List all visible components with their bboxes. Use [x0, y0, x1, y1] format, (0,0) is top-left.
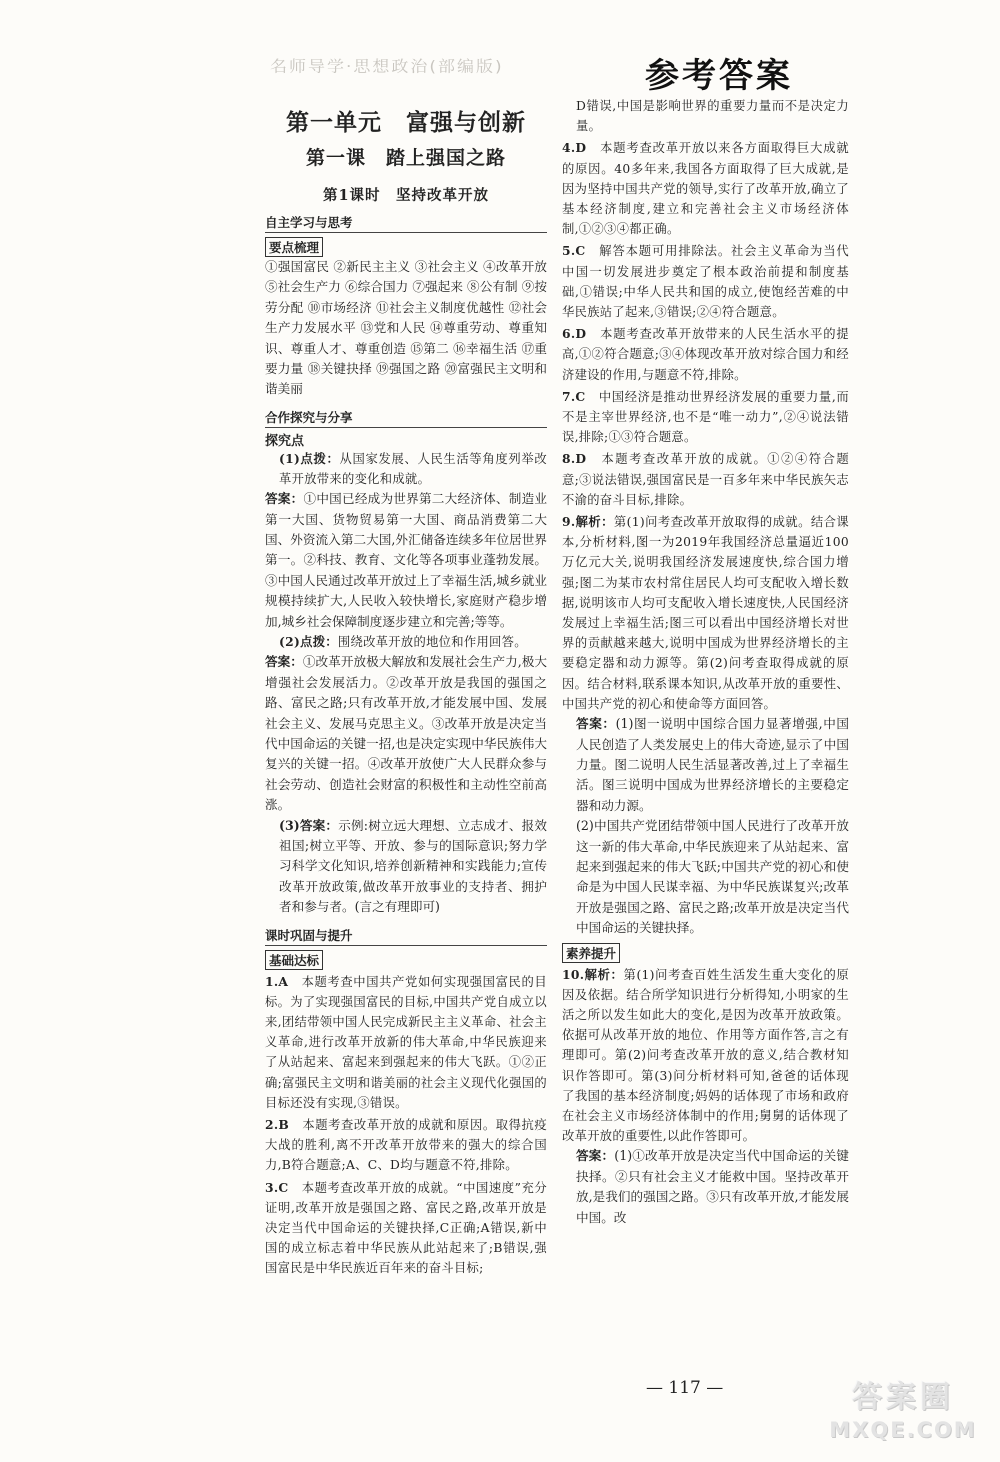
answer-7-num: 7.C [562, 388, 586, 404]
period-title: 第1课时 坚持改革开放 [322, 187, 490, 204]
tag-key-points: 要点梳理 [265, 237, 323, 257]
answer-6 [562, 324, 849, 385]
answer-9-answer-1-text: (1)图一说明中国综合国力显著增强,中国人民创造了人类发展史上的伟大奇迹,显示了中国力量。图二说明人民生活显著改善,过上了幸福生活。图三说明中国成为世界经济增长的主要稳定器和动力源。 [576, 716, 849, 813]
q2-answer [265, 652, 547, 815]
q1-hint-label: (1)点拨： [279, 450, 340, 466]
answer-8-text: 本题考查改革开放的成就。①②④符合题意;③说法错误,强国富民是一百多年来中华民族矢志不渝的奋斗目标,排除。 [562, 452, 849, 507]
answer-9-answer-label: 答案： [576, 716, 616, 732]
answer-10-num: 10. [562, 966, 585, 982]
left-column [265, 100, 547, 1279]
answer-5-num: 5.C [562, 243, 586, 259]
answer-10-answer [562, 1146, 849, 1228]
answer-9-answer-1 [562, 714, 849, 816]
section-consolidate: 课时巩固与提升 [265, 926, 547, 946]
q3-answer [265, 816, 547, 918]
q1-answer-label: 答案： [265, 491, 304, 507]
q2-answer-label: 答案： [265, 654, 303, 670]
watermark-logo-text: 答案圈 [852, 1380, 954, 1415]
faded-running-header: 名师导学·思想政治(部编版) [270, 57, 504, 76]
q1-answer-text: ①中国已经成为世界第二大经济体、制造业第一大国、货物贸易第一大国、商品消费第二大国、外资流入第二大国,外汇储备连续多年位居世界第一。②科技、教育、文化等各项事业蓬勃发展。③中国人民通过改革开放过上了幸福生活,城乡就业规模持续扩大,人民收入较快增长,家庭财产稳步增加,城乡社会保障制度逐步建立和完善;等等。 [265, 491, 548, 629]
answer-4-num: 4.D [562, 140, 587, 156]
q3-answer-text: 示例:树立远大理想、立志成才、报效祖国;树立平等、开放、参与的国际意识;努力学习科学文化知识,培养创新精神和实践能力;宣传改革开放政策,做改革开放事业的支持者、拥护者和参与者。(言之有理即可) [279, 817, 547, 915]
q2-answer-text: ①改革开放极大解放和发展社会生产力,极大增强社会发展活力。②改革开放是我国的强国之路、富民之路;只有改革开放,才能发展中国、发展社会主义、发展马克思主义。③改革开放是决定当代中国命运的关键一招,也是决定实现中华民族伟大复兴的关键一招。④改革开放使广大人民群众参与社会劳动、创造社会财富的积极性和主动性空前高涨。 [265, 654, 548, 813]
answer-10-analysis-text: 第(1)问考查百姓生活发生重大变化的原因及依据。结合所学知识进行分析得知,小明家的生活之所以发生如此大的变化,是因为改革开放政策。依据可从改革开放的地位、作用等方面作答,言之有理即可。第(2)问考查改革开放的意义,结合教材知识作答即可。第(3)问分析材料可知,爸爸的话体现了我国的基本经济制度;妈妈的话体现了市场和政府在社会主义市场经济体制中的作用;舅舅的话体现了改革开放的重要性,以此作答即可。 [562, 967, 849, 1144]
answer-2 [265, 1115, 547, 1176]
answer-3 [265, 1178, 547, 1279]
site-watermark [818, 1372, 988, 1452]
answer-2-text: 本题考查改革开放的成就和原因。取得抗疫大战的胜利,离不开改革开放带来的强大的综合国力,B符合题意;A、C、D均与题意不符,排除。 [265, 1118, 548, 1173]
key-points-text: ①强国富民 ②新民主主义 ③社会主义 ④改革开放 ⑤社会生产力 ⑥综合国力 ⑦强起来 ⑧公有制 ⑨按劳分配 ⑩市场经济 ⑪社会主义制度优越性 ⑫社会生产力发展水平 ⑬党和人民 ⑭尊重劳动、尊重知识、尊重人才、尊重创造 ⑮第二 ⑯幸福生活 ⑰重要力量 ⑱关键抉择 ⑲强国之路 ⑳富强民主文明和谐美丽 [265, 259, 547, 397]
tag-literacy: 素养提升 [562, 943, 620, 963]
answer-3-continued: D错误,中国是影响世界的重要力量而不是决定力量。 [576, 99, 849, 134]
tag-basic: 基础达标 [265, 950, 323, 970]
answer-4-text: 本题考查改革开放以来各方面取得巨大成就的原因。40多年来,我国各方面取得了巨大成就,是因为坚持中国共产党的领导,实行了改革开放,确立了基本经济制度,建立和完善社会主义市场经济体制,①②③④都正确。 [562, 141, 849, 237]
answer-9-analysis [562, 512, 849, 714]
answer-3-text: 本题考查改革开放的成就。“中国速度”充分证明,改革开放是强国之路、富民之路,改革开放是决定当代中国命运的关键抉择,C正确;A错误,新中国的成立标志着中华民族从此站起来了;B错误,强国富民是中华民族近百年来的奋斗目标; [265, 1180, 547, 1276]
section-cooperation: 合作探究与分享 [265, 408, 547, 428]
q3-answer-label: (3)答案： [279, 817, 339, 833]
lesson-title: 第一课 踏上强国之路 [305, 147, 506, 169]
answer-6-num: 6.D [562, 326, 587, 342]
page-number: — 117 — [646, 1378, 724, 1398]
q2-hint [265, 632, 547, 652]
answer-8 [562, 449, 849, 510]
answer-10-answer-text: (1)①改革开放是决定当代中国命运的关键抉择。②只有社会主义才能救中国。坚持改革开放,是我们的强国之路。③只有改革开放,才能发展中国。改 [576, 1148, 850, 1225]
answer-9-num: 9. [562, 514, 576, 530]
answer-5-text: 解答本题可用排除法。社会主义革命为当代中国一切发展进步奠定了根本政治前提和制度基础,①错误;中华人民共和国的成立,使饱经苦难的中华民族站了起来,③错误;②④符合题意。 [562, 244, 849, 320]
answer-9-analysis-text: 第(1)问考查改革开放取得的成就。结合课本,分析材料,图一为2019年我国经济总量逼近100万亿元大关,说明我国经济发展速度快,综合国力增强;图二为某市农村常住居民人均可支配收入增长数据,说明该市人均可支配收入增长速度快,人民国经济发展过上幸福生活;图三可以看出中国经济增长对世界的贡献越来越大,说明中国成为世界经济增长的主要稳定器和动力源等。第(2)问考查取得成就的原因。结合材料,联系课本知识,从改革开放的重要性、中国共产党的初心和使命等方面回答。 [562, 515, 849, 711]
answer-10-analysis-label: 解析： [584, 966, 624, 982]
q2-hint-text: 围绕改革开放的地位和作用回答。 [337, 635, 527, 650]
answer-3-num: 3.C [265, 1179, 289, 1195]
answer-1-text: 本题考查中国共产党如何实现强国富民的目标。为了实现强国富民的目标,中国共产党自成立以来,团结带领中国人民完成新民主主义革命、社会主义革命,进行改革开放新的伟大革命,中华民族迎来了从站起来、富起来到强起来的伟大飞跃。①②正确;富强民主文明和谐美丽的社会主义现代化强国的目标还没有实现,③错误。 [265, 974, 547, 1110]
page-title: 参考答案 [645, 56, 793, 96]
answer-8-num: 8.D [562, 451, 587, 467]
section-self-study: 自主学习与思考 [265, 213, 547, 233]
q1-hint-text: 从国家发展、人民生活等角度列举改革开放带来的变化和成就。 [279, 451, 547, 487]
answer-2-num: 2.B [265, 1117, 290, 1132]
q1-hint [265, 449, 547, 489]
right-column [562, 96, 849, 1228]
answer-1-num: 1.A [265, 973, 289, 989]
answer-9-answer-2: (2)中国共产党团结带领中国人民进行了改革开放这一新的伟大革命,中华民族迎来了从站起来、富起来到强起来的伟大飞跃;中国共产党的初心和使命是为中国人民谋幸福、为中华民族谋复兴;改革开放是强国之路、富民之路;改革开放是决定当代中国命运的关键抉择。 [576, 818, 849, 936]
answer-10-analysis [562, 965, 849, 1147]
answer-10-answer-label: 答案： [576, 1148, 615, 1164]
unit-title: 第一单元 富强与创新 [286, 110, 526, 136]
answer-6-text: 本题考查改革开放带来的人民生活水平的提高,①②符合题意;③④体现改革开放对综合国力和经济建设的作用,与题意不符,排除。 [562, 327, 849, 382]
answer-4 [562, 138, 849, 239]
answer-9-analysis-label: 解析： [575, 514, 614, 530]
watermark-url: MXQE.COM [829, 1418, 977, 1442]
answer-1 [265, 972, 547, 1113]
q1-answer [265, 489, 547, 632]
explore-heading: 探究点 [265, 433, 305, 449]
answer-5 [562, 241, 849, 322]
q2-hint-label: (2)点拨： [279, 634, 338, 650]
answer-7 [562, 387, 849, 448]
answer-7-text: 中国经济是推动世界经济发展的重要力量,而不是主宰世界经济,也不是“唯一动力”,②④说法错误,排除;①③符合题意。 [562, 389, 849, 445]
